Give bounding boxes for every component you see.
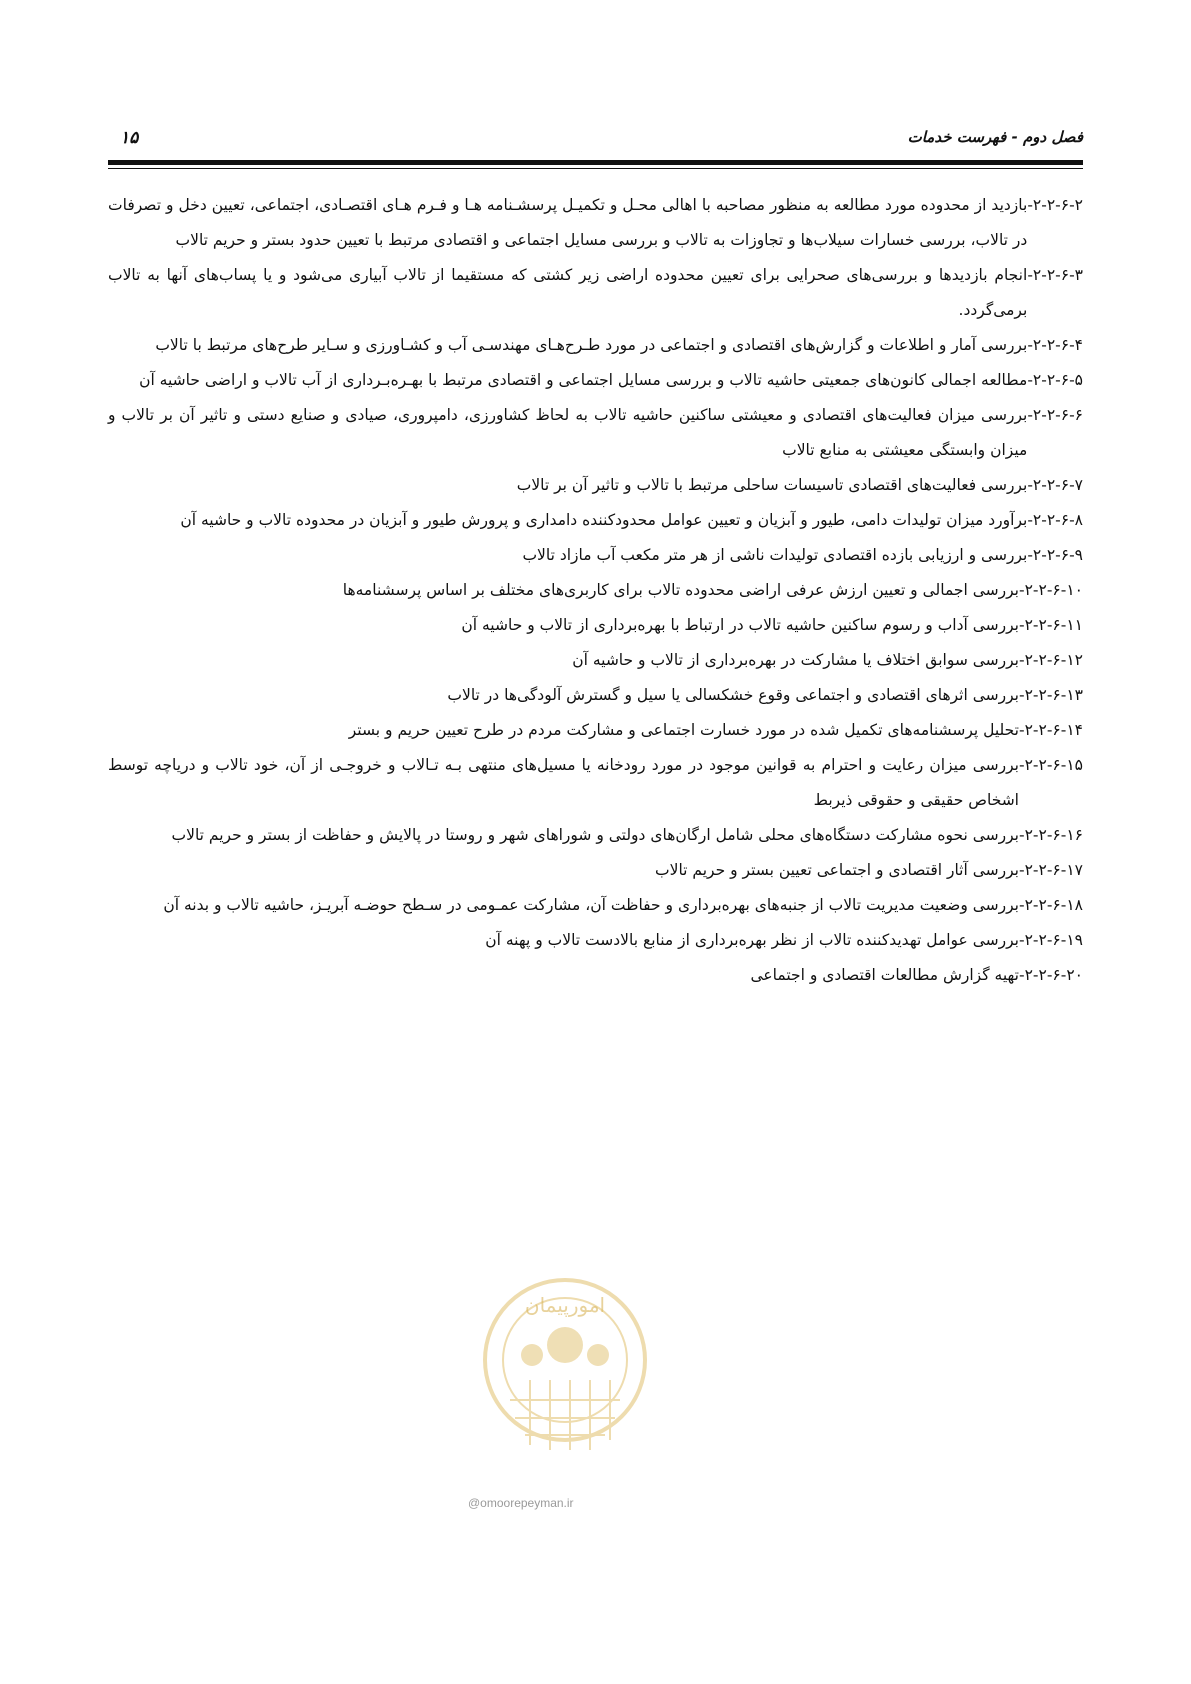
chapter-title: فصل دوم - فهرست خدمات <box>907 128 1083 146</box>
list-item <box>108 713 1083 748</box>
item-number: ۲-۲-۶-۴- <box>1027 336 1083 354</box>
page-number: ۱۵ <box>120 128 139 148</box>
list-item <box>108 608 1083 643</box>
watermark-url: @omoorepeyman.ir <box>468 1496 574 1510</box>
item-number: ۲-۲-۶-۷- <box>1027 476 1083 494</box>
item-number: ۲-۲-۶-۳- <box>1027 266 1083 284</box>
item-text: بررسی آمار و اطلاعات و گزارش‌های اقتصادی و اجتماعی در مورد طـرح‌هـای مهندسـی آب و کشـاورزی و سـایر طرح‌های مرتبط با تالاب <box>155 336 1028 354</box>
item-number: ۲-۲-۶-۱۱- <box>1019 616 1083 634</box>
item-text: بررسی آثار اقتصادی و اجتماعی تعیین بستر و حریم تالاب <box>655 861 1019 879</box>
item-number: ۲-۲-۶-۸- <box>1027 511 1083 529</box>
item-number: ۲-۲-۶-۱۹- <box>1019 931 1083 949</box>
header-rule-thick <box>108 160 1083 165</box>
list-item <box>108 958 1083 993</box>
list-item <box>108 398 1083 468</box>
item-number: ۲-۲-۶-۶- <box>1027 406 1083 424</box>
list-item <box>108 538 1083 573</box>
item-text: تحلیل پرسشنامه‌های تکمیل شده در مورد خسارت اجتماعی و مشارکت مردم در طرح تعیین حریم و بستر <box>348 721 1019 739</box>
item-text: بررسی و ارزیابی بازده اقتصادی تولیدات ناشی از هر متر مکعب آب مازاد تالاب <box>522 546 1028 564</box>
list-item <box>108 923 1083 958</box>
header-rule-thin <box>108 168 1083 169</box>
item-text: بررسی میزان فعالیت‌های اقتصادی و معیشتی ساکنین حاشیه تالاب به لحاظ کشاورزی، دامپروری، صیادی و صنایع دستی و تاثیر آن بر تالاب و میزان وابستگی معیشتی به منابع تالاب <box>108 406 1028 459</box>
item-text: بررسی آداب و رسوم ساکنین حاشیه تالاب در ارتباط با بهره‌برداری از تالاب و حاشیه آن <box>461 616 1019 634</box>
item-text: بررسی نحوه مشارکت دستگاه‌های محلی شامل ارگان‌های دولتی و شوراهای شهر و روستا در پالایش و حفاظت از بستر و حریم تالاب <box>171 826 1019 844</box>
item-text: مطالعه اجمالی کانون‌های جمعیتی حاشیه تالاب و بررسی مسایل اجتماعی و اقتصادی مرتبط با بهـره‌بـرداری از آب تالاب و اراضی حاشیه آن <box>139 371 1028 389</box>
item-text: بررسی فعالیت‌های اقتصادی تاسیسات ساحلی مرتبط با تالاب و تاثیر آن بر تالاب <box>516 476 1028 494</box>
list-item <box>108 678 1083 713</box>
item-number: ۲-۲-۶-۱۵- <box>1019 756 1083 774</box>
watermark-logo <box>470 1250 660 1470</box>
list-item <box>108 328 1083 363</box>
item-number: ۲-۲-۶-۱۷- <box>1019 861 1083 879</box>
item-text: انجام بازدیدها و بررسی‌های صحرایی برای تعیین محدوده اراضی زیر کشتی که مستقیما از تالاب آبیاری می‌شود و یا پساب‌های آنها به تالاب برمی‌گردد. <box>108 266 1028 319</box>
list-item <box>108 363 1083 398</box>
list-item <box>108 643 1083 678</box>
item-number: ۲-۲-۶-۱۴- <box>1019 721 1083 739</box>
item-number: ۲-۲-۶-۹- <box>1027 546 1083 564</box>
item-text: بررسی وضعیت مدیریت تالاب از جنبه‌های بهره‌برداری و حفاظت آن، مشارکت عمـومی در سـطح حوضـه آبریـز، حاشیه تالاب و بدنه آن <box>163 896 1019 914</box>
list-item <box>108 888 1083 923</box>
item-text: بررسی میزان رعایت و احترام به قوانین موجود در مورد رودخانه یا مسیل‌های منتهی بـه تـالاب و خروجـی از آن، خود تالاب و دریاچه توسط اشخاص حقیقی و حقوقی ذیربط <box>108 756 1019 809</box>
watermark-text: امورپیمان <box>524 1293 606 1317</box>
item-text: برآورد میزان تولیدات دامی، طیور و آبزیان و تعیین عوامل محدودکننده دامداری و پرورش طیور و آبزیان در محدوده تالاب و حاشیه آن <box>180 511 1028 529</box>
list-item <box>108 818 1083 853</box>
item-text: تهیه گزارش مطالعات اقتصادی و اجتماعی <box>750 966 1019 984</box>
list-item <box>108 748 1083 818</box>
item-number: ۲-۲-۶-۱۳- <box>1019 686 1083 704</box>
list-item <box>108 188 1083 258</box>
item-number: ۲-۲-۶-۱۰- <box>1019 581 1083 599</box>
item-number: ۲-۲-۶-۲- <box>1027 196 1083 214</box>
item-number: ۲-۲-۶-۲۰- <box>1019 966 1083 984</box>
item-text: بررسی سوابق اختلاف یا مشارکت در بهره‌برداری از تالاب و حاشیه آن <box>572 651 1019 669</box>
page-header <box>108 128 1083 158</box>
item-number: ۲-۲-۶-۱۲- <box>1019 651 1083 669</box>
item-text: بررسی اجمالی و تعیین ارزش عرفی اراضی محدوده تالاب برای کاربری‌های مختلف بر اساس پرسشنامه‌ها <box>342 581 1019 599</box>
list-item <box>108 258 1083 328</box>
item-text: بررسی اثرهای اقتصادی و اجتماعی وقوع خشکسالی یا سیل و گسترش آلودگی‌ها در تالاب <box>447 686 1019 704</box>
item-number: ۲-۲-۶-۵- <box>1027 371 1083 389</box>
item-number: ۲-۲-۶-۱۸- <box>1019 896 1083 914</box>
item-number: ۲-۲-۶-۱۶- <box>1019 826 1083 844</box>
list-item <box>108 503 1083 538</box>
services-list <box>108 188 1083 993</box>
list-item <box>108 853 1083 888</box>
list-item <box>108 468 1083 503</box>
item-text: بازدید از محدوده مورد مطالعه به منظور مصاحبه با اهالی محـل و تکمیـل پرسشـنامه هـا و فـرم هـای اقتصـادی، اجتماعی، تعیین دخل و تصرفات در تالاب، بررسی خسارات سیلاب‌ها و تجاوزات به تالاب و بررسی مسایل اجتماعی و اقتصادی مرتبط با تعیین حدود بستر و حریم تالاب <box>108 196 1028 249</box>
item-text: بررسی عوامل تهدیدکننده تالاب از نظر بهره‌برداری از منابع بالادست تالاب و پهنه آن <box>485 931 1019 949</box>
list-item <box>108 573 1083 608</box>
